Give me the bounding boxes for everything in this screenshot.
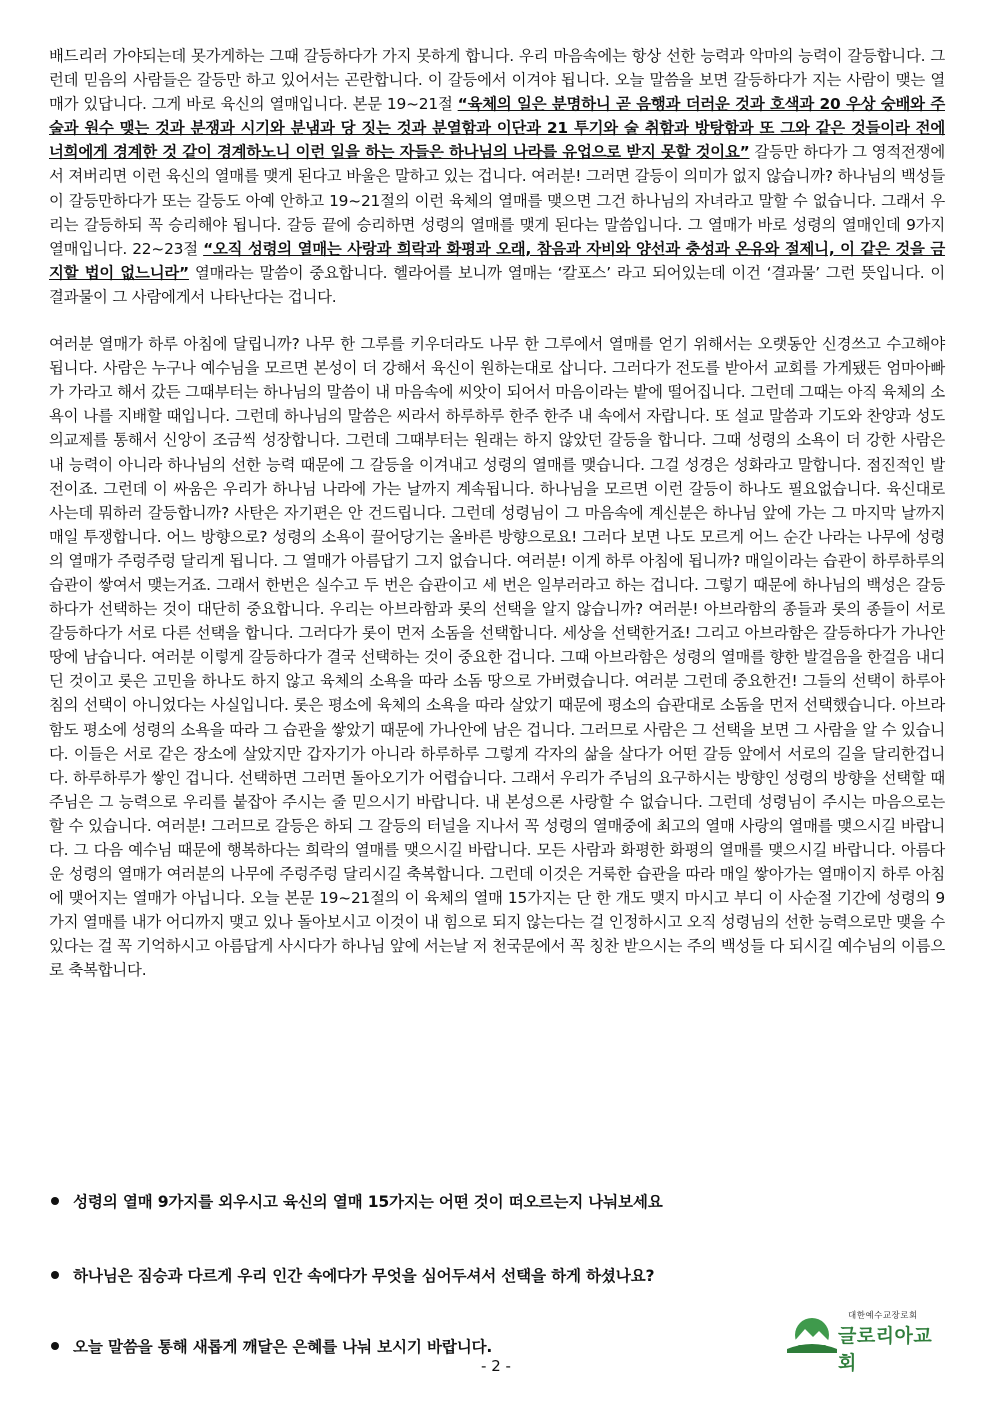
discussion-question-2 [51,1264,654,1286]
church-name: 글로리아교회 [838,1325,933,1374]
scripture-quote-22-23: “오직 성령의 열매는 사랑과 희락과 화평과 오래, 참음과 자비와 양선과 충성과 온유와 절제니, 이 같은 것을 금지할 법이 없느니라” [49,239,946,282]
page-number: - 2 - [481,1357,511,1375]
discussion-question-1 [51,1190,663,1212]
scripture-quote-19-21: “육체의 일은 분명하니 곧 음행과 더러운 것과 호색과 20 우상 숭배와 주술과 원수 맺는 것과 분쟁과 시기와 분냄과 당 짓는 것과 분열함과 이단과 21 투기와 술 취함과 방탕함과 또 그와 같은 것들이라 전에 너희에게 경계한 것 같이 경계하노니 이런 일을 하는 자들은 하나님의 나라를 유업으로 받지 못할 것이요” [49,95,945,162]
text-run: 갈등만 하다가 그 영적전쟁에서 져버리면 이런 육신의 열매를 맺게 된다고 바울은 말하고 있는 겁니다. 여러분! 그러면 갈등이 의미가 없지 않습니까? 하나님의 백성들이 갈등만하다가 또는 갈등도 아예 안하고 19~21절의 이런 육체의 열매를 맺으면 그건 하나님의 자녀라고 말할 수 없습니다. 그래서 우리는 갈등하되 꼭 승리해야 됩니다. 갈등 끝에 승리하면 성령의 열매를 맺게 된다는 말씀입니다. 그 열매가 바로 성령의 열매인데 9가지 열매입니다. 22~23절 [49,143,945,258]
bullet-icon [51,1197,59,1205]
question-text: 오늘 말씀을 통해 새롭게 깨달은 은혜를 나눠 보시기 바랍니다. [73,1338,493,1356]
denomination-label: 대한예수교장로회 [848,1311,918,1321]
church-logo [785,1309,935,1374]
question-text: 하나님은 짐승과 다르게 우리 인간 속에다가 무엇을 심어두셔서 선택을 하게 하셨나요? [73,1267,655,1285]
discussion-question-3 [51,1335,492,1357]
bullet-icon [51,1271,59,1279]
text-run: 배드리러 가야되는데 못가게하는 그때 갈등하다가 가지 못하게 합니다. 우리 마음속에는 항상 선한 능력과 악마의 능력이 갈등합니다. 그런데 믿음의 사람들은 갈등만 하고 있어서는 곤란합니다. 이 갈등에서 이겨야 됩니다. 오늘 말씀을 보면 갈등하다가 지는 사람이 맺는 열매가 있답니다. 그게 바로 육신의 열매입니다. 본문 19~21절 [49,47,945,114]
sermon-body [49,44,945,983]
sermon-paragraph-2: 여러분 열매가 하루 아침에 달립니까? 나무 한 그루를 키우더라도 나무 한 그루에서 열매를 얻기 위해서는 오랫동안 신경쓰고 수고해야 됩니다. 사람은 누구나 예수님을 모르면 본성이 더 강해서 육신이 원하는대로 삽니다. 그러다가 전도를 받아서 교회를 가게됐든 엄마아빠가 가라고 해서 갔든 그때부터는 하나님의 말씀이 내 마음속에 씨앗이 되어서 마음이라는 밭에 떨어집니다. 그런데 그때는 아직 육체의 소욕이 나를 지배할 때입니다. 그런데 하나님의 말씀은 씨라서 하루하루 한주 한주 내 속에서 자랍니다. 또 설교 말씀과 기도와 찬양과 성도의교제를 통해서 신앙이 조금씩 성장합니다. 그런데 그때부터는 원래는 하지 않았던 갈등을 합니다. 그때 성령의 소욕이 더 강한 사람은 내 능력이 아니라 하나님의 선한 능력 때문에 그 갈등을 이겨내고 성령의 열매를 맺습니다. 그걸 성경은 성화라고 말합니다. 점진적인 발전이죠. 그런데 이 싸움은 우리가 하나님 나라에 가는 날까지 계속됩니다. 하나님을 모르면 이런 갈등이 하나도 필요없습니다. 육신대로 사는데 뭐하러 갈등합니까? 사탄은 자기편은 안 건드립니다. 그런데 성령님이 그 마음속에 계신분은 하나님 앞에 가는 그 마지막 날까지 매일 투쟁합니다. 어느 방향으로? 성령의 소욕이 끌어당기는 올바른 방향으로요! 그러다 보면 나도 모르게 어느 순간 나라는 나무에 성령의 열매가 주렁주렁 달리게 됩니다. 그 열매가 아름답기 그지 없습니다. 여러분! 이게 하루 아침에 됩니까? 매일이라는 습관이 하루하루의 습관이 쌓여서 맺는거죠. 그래서 한번은 실수고 두 번은 습관이고 세 번은 일부러라고 하는 겁니다. 그렇기 때문에 하나님의 백성은 갈등하다가 선택하는 것이 대단히 중요합니다. 우리는 아브라함과 롯의 선택을 알지 않습니까? 여러분! 아브라함의 종들과 롯의 종들이 서로 갈등하다가 서로 다른 선택을 합니다. 그러다가 롯이 먼저 소돔을 선택합니다. 세상을 선택한거죠! 그리고 아브라함은 갈등하다가 가나안 땅에 남습니다. 여러분 이렇게 갈등하다가 결국 선택하는 것이 중요한 겁니다. 그때 아브라함은 성령의 열매를 향한 발걸음을 한걸음 내디딘 것이고 롯은 고민을 하나도 하지 않고 육체의 소욕을 따라 소돔 땅으로 가버렸습니다. 여러분 그런데 중요한건! 그들의 선택이 하루아침의 선택이 아니었다는 사실입니다. 롯은 평소에 육체의 소욕을 따라 살았기 때문에 평소의 습관대로 소돔을 먼저 선택했습니다. 아브라함도 평소에 성령의 소욕을 따라 그 습관을 쌓았기 때문에 가나안에 남은 겁니다. 그러므로 사람은 그 선택을 보면 그 사람을 알 수 있습니다. 이들은 서로 같은 장소에 살았지만 갑자기가 아니라 하루하루 그렇게 각자의 삶을 살다가 어떤 갈등 앞에서 서로의 길을 달리한겁니다. 하루하루가 쌓인 겁니다. 선택하면 그러면 돌아오기가 어렵습니다. 그래서 우리가 주님의 요구하시는 방향인 성령의 방향을 선택할 때 주님은 그 능력으로 우리를 붙잡아 주시는 줄 믿으시기 바랍니다. 내 본성으론 사랑할 수 없습니다. 그런데 성령님이 주시는 마음으로는 할 수 있습니다. 여러분! 그러므로 갈등은 하되 그 갈등의 터널을 지나서 꼭 성령의 열매중에 최고의 열매 사랑의 열매를 맺으시길 바랍니다. 그 다음 예수님 때문에 행복하다는 희락의 열매를 맺으시길 바랍니다. 모든 사람과 화평한 화평의 열매를 맺으시길 바랍니다. 아름다운 성령의 열매가 여러분의 나무에 주렁주렁 달리시길 축복합니다. 그런데 이것은 거룩한 습관을 따라 매일 쌓아가는 열매이지 하루 아침에 맺어지는 열매가 아닙니다. 오늘 본문 19~21절의 이 육체의 열매 15가지는 단 한 개도 맺지 마시고 부디 이 사순절 기간에 성령의 9가지 열매를 내가 어디까지 맺고 있나 돌아보시고 이것이 내 힘으로 되지 않는다는 걸 인정하시고 오직 성령님의 선한 능력으로만 맺을 수 있다는 걸 꼭 기억하시고 아름답게 사시다가 하나님 앞에 서는날 저 천국문에서 꼭 칭찬 받으시는 주의 백성들 다 되시길 예수님의 이름으로 축복합니다. [49,335,945,980]
sermon-paragraph-1 [49,44,945,309]
bullet-icon [51,1342,59,1350]
question-text: 성령의 열매 9가지를 외우시고 육신의 열매 15가지는 어떤 것이 떠오르는지 나눠보세요 [73,1193,663,1211]
text-run: 열매라는 말씀이 중요합니다. 헬라어를 보니까 열매는 ‘칼포스’ 라고 되어있는데 이건 ‘결과물’ 그런 뜻입니다. 이 결과물이 그 사람에게서 나타난다는 겁니다. [49,263,945,306]
church-logo-mark-icon [785,1315,839,1355]
